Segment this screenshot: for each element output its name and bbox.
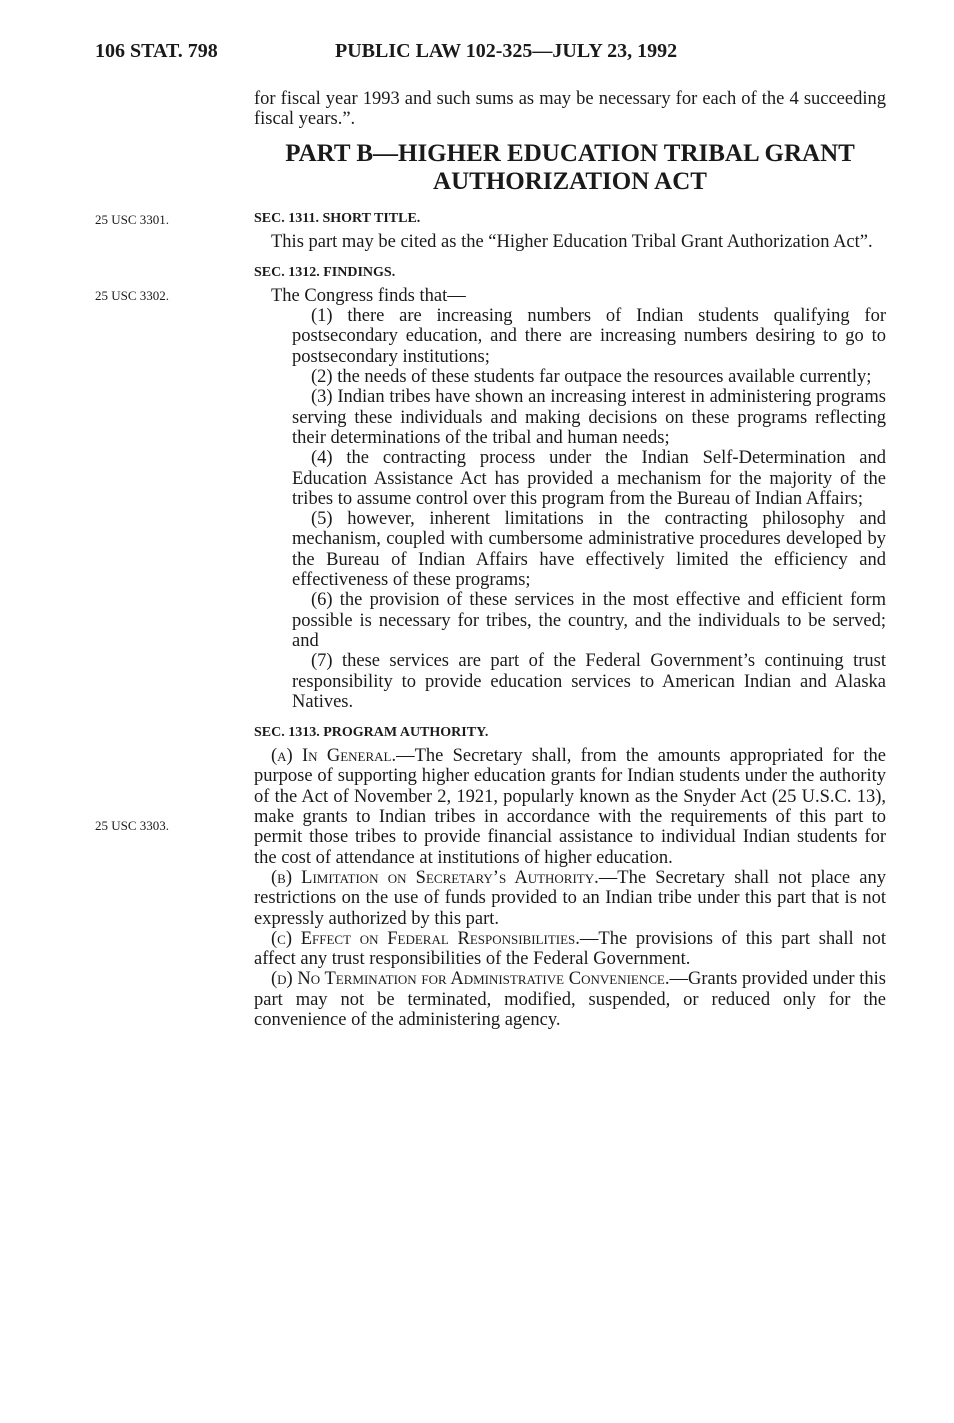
subsection-c (254, 929, 886, 970)
part-title-line-1: PART B—HIGHER EDUCATION TRIBAL GRANT (285, 139, 855, 167)
subsection-a-label: (a) In General. (271, 746, 397, 767)
finding-1: (1) there are increasing numbers of Indian students qualifying for postsecondary education, and there are increasing numbers desiring to go to postsecondary institutions; (292, 306, 886, 367)
section-1311-text: This part may be cited as the “Higher Education Tribal Grant Authorization Act”. (271, 231, 873, 252)
margin-note-3303: 25 USC 3303. (95, 818, 170, 833)
finding-5: (5) however, inherent limitations in the contracting philosophy and mechanism, coupled with cumbersome administrative procedures developed by the Bureau of Indian Affairs have effectively limited the efficiency and effectiveness of these programs; (292, 509, 886, 591)
statute-page-number: 106 STAT. 798 (95, 40, 218, 62)
subsection-d-label: (d) No Termination for Administrative Convenience. (271, 969, 670, 990)
intro-paragraph: for fiscal year 1993 and such sums as may be necessary for each of the 4 succeeding fiscal years.”. (254, 89, 886, 130)
findings-lead: The Congress finds that— (271, 285, 466, 306)
section-1311-heading: SEC. 1311. SHORT TITLE. (254, 210, 421, 226)
subsection-b-label: (b) Limitation on Secretary’s Authority. (271, 867, 599, 888)
body-text (254, 89, 886, 1030)
part-title-line-2: AUTHORIZATION ACT (433, 167, 707, 195)
subsection-b-text: —The Secretary shall not place any restrictions on the use of funds provided to an Indian tribe under this part that is not expressly authorized by this part. (254, 867, 886, 929)
subsection-c-label: (c) Effect on Federal Responsibilities. (271, 928, 580, 949)
finding-3: (3) Indian tribes have shown an increasing interest in administering programs serving these individuals and making decisions on these programs reflecting their determinations of the tribal and human needs; (292, 387, 886, 448)
subsection-d-text: —Grants provided under this part may not be terminated, modified, suspended, or reduced only for the convenience of the administering agency. (254, 969, 887, 1030)
section-1313-heading: SEC. 1313. PROGRAM AUTHORITY. (254, 725, 489, 741)
finding-7: (7) these services are part of the Federal Government’s continuing trust responsibility to provide education services to American Indian and Alaska Natives. (292, 651, 886, 712)
page-header (95, 40, 895, 70)
finding-4: (4) the contracting process under the Indian Self-Determination and Education Assistance Act has provided a mechanism for the majority of the tribes to assume control over this program from the Bureau of Indian Affairs; (292, 448, 886, 509)
subsection-a-text: —The Secretary shall, from the amounts appropriated for the purpose of supporting higher education grants for Indian students under the authority of the Act of November 2, 1921, popularly known as the Snyder Act (25 U.S.C. 13), make grants to Indian tribes in accordance with the requirements of this part to permit those tribes to provide financial assistance to individual Indian students for the cost of attendance at institutions of higher education. (254, 746, 886, 868)
subsection-c-text: —The provisions of this part shall not affect any trust responsibilities of the Federal Government. (254, 928, 886, 970)
section-1312-heading: SEC. 1312. FINDINGS. (254, 264, 396, 280)
subsection-d (254, 969, 886, 1030)
subsection-b (254, 868, 886, 929)
margin-note-3301: 25 USC 3301. (95, 212, 170, 227)
public-law-title: PUBLIC LAW 102-325—JULY 23, 1992 (335, 40, 678, 62)
part-title (254, 140, 886, 196)
subsection-a (254, 746, 886, 868)
finding-6: (6) the provision of these services in the most effective and efficient form possible is necessary for tribes, the country, and the individuals to be served; and (292, 590, 886, 651)
finding-2: (2) the needs of these students far outpace the resources available currently; (311, 367, 872, 388)
margin-note-3302: 25 USC 3302. (95, 288, 170, 303)
